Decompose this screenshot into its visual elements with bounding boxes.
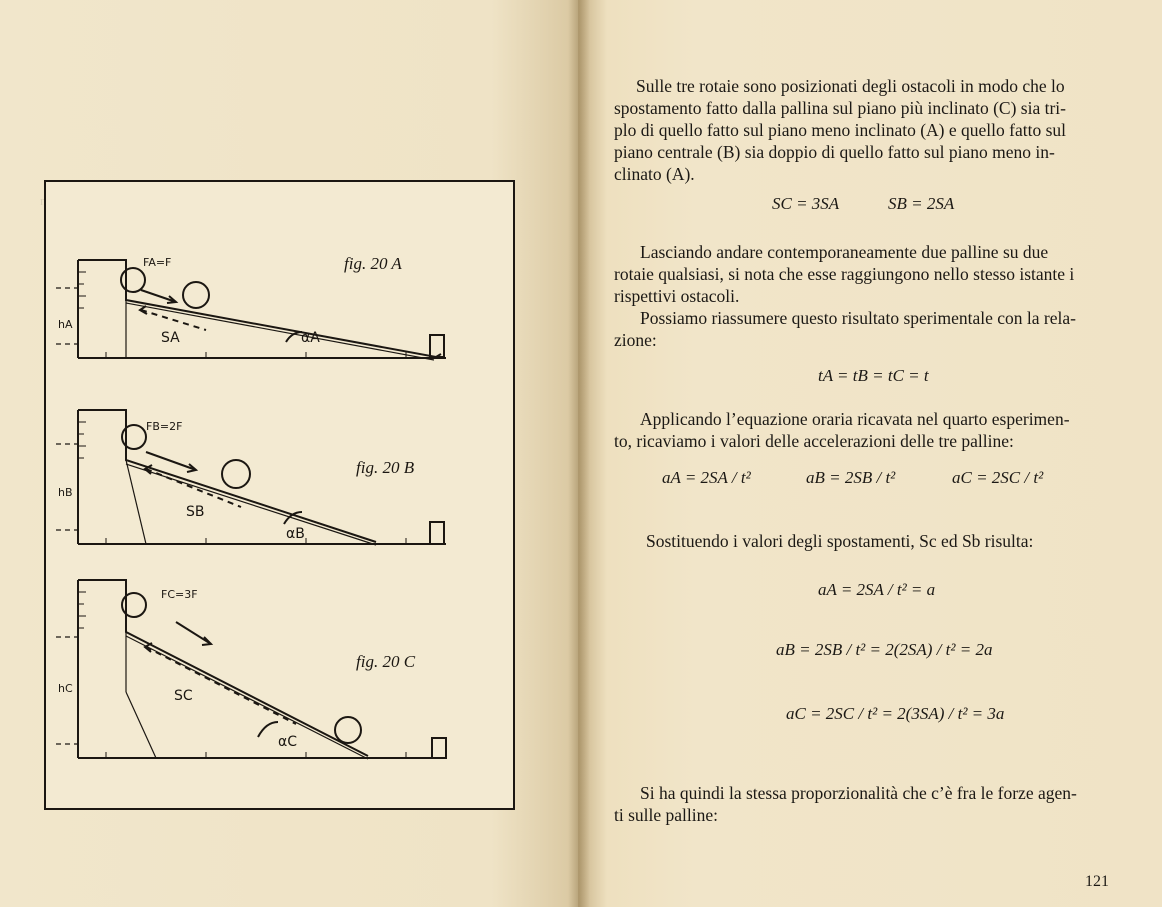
equation-aB-definition: aB = 2SB / t² bbox=[806, 468, 896, 487]
panel-b-force-label: FB=2F bbox=[146, 420, 183, 433]
panel-b-height-label: hB bbox=[58, 486, 73, 499]
panel-b-angle-label: αB bbox=[286, 526, 305, 542]
panel-b-distance-label: SB bbox=[186, 504, 205, 520]
page-number: 121 bbox=[1085, 873, 1109, 890]
panel-c-angle-label: αC bbox=[278, 734, 298, 750]
paragraph-obstacles-line-4: piano centrale (B) sia doppio di quello fatto sul piano meno in- bbox=[614, 142, 1055, 162]
paragraph-obstacles-line-1: Sulle tre rotaie sono posizionati degli ostacoli in modo che lo bbox=[636, 76, 1065, 96]
paragraph-obstacles bbox=[614, 75, 1102, 97]
paragraph-substitute: Sostituendo i valori degli spostamenti, Sc ed Sb risulta: bbox=[646, 531, 1034, 551]
inclined-planes-figure bbox=[44, 180, 515, 810]
paragraph-proportionality-line-2: ti sulle palline: bbox=[614, 805, 719, 825]
panel-c-force-label: FC=3F bbox=[161, 588, 198, 601]
equation-aA-definition: aA = 2SA / t² bbox=[662, 468, 751, 487]
panel-a-drawing bbox=[56, 260, 446, 360]
equation-aC-definition: aC = 2SC / t² bbox=[952, 468, 1044, 487]
equation-sc: SC = 3SA bbox=[772, 194, 840, 213]
equation-aA-result: aA = 2SA / t² = a bbox=[818, 580, 936, 599]
panel-c-distance-label: SC bbox=[174, 688, 193, 704]
paragraph-release-line-2: rotaie qualsiasi, si nota che esse raggiungono nello stesso istante i bbox=[614, 264, 1075, 284]
panel-a-angle-label: αA bbox=[301, 330, 320, 346]
paragraph-obstacles-line-2: spostamento fatto dalla pallina sul piano più inclinato (C) sia tri- bbox=[614, 98, 1066, 118]
panel-c-height-label: hC bbox=[58, 682, 73, 695]
paragraph-apply-line-1: Applicando l’equazione oraria ricavata nel quarto esperimen- bbox=[640, 409, 1070, 429]
equation-times: tA = tB = tC = t bbox=[818, 366, 929, 385]
paragraph-release-line-1: Lasciando andare contemporaneamente due palline su due bbox=[640, 242, 1049, 262]
paragraph-summary-line-2: zione: bbox=[614, 330, 657, 350]
panel-a-distance-label: SA bbox=[161, 330, 180, 346]
left-page bbox=[0, 0, 578, 907]
paragraph-proportionality-line-1: Si ha quindi la stessa proporzionalità che c’è fra le forze agen- bbox=[640, 783, 1077, 803]
paragraph-summary-line-1: Possiamo riassumere questo risultato sperimentale con la rela- bbox=[640, 308, 1076, 328]
panel-c-fig-label: fig. 20 C bbox=[356, 652, 416, 671]
equation-sb: SB = 2SA bbox=[888, 194, 955, 213]
panel-a-fig-label: fig. 20 A bbox=[344, 254, 402, 273]
paragraph-obstacles-line-3: plo di quello fatto sul piano meno inclinato (A) e quello fatto sul bbox=[614, 120, 1066, 140]
panel-a-force-label: FA=F bbox=[143, 256, 172, 269]
equation-aC-result: aC = 2SC / t² = 2(3SA) / t² = 3a bbox=[786, 704, 1005, 723]
equation-aB-result: aB = 2SB / t² = 2(2SA) / t² = 2a bbox=[776, 640, 993, 659]
paragraph-apply-line-2: to, ricaviamo i valori delle accelerazioni delle tre palline: bbox=[614, 431, 1014, 451]
panel-b-fig-label: fig. 20 B bbox=[356, 458, 415, 477]
panel-a-height-label: hA bbox=[58, 318, 73, 331]
book-spine-shadow bbox=[568, 0, 590, 907]
paragraph-release-line-3: rispettivi ostacoli. bbox=[614, 286, 740, 306]
paragraph-obstacles-line-5: clinato (A). bbox=[614, 164, 695, 184]
inclined-planes-drawing bbox=[46, 182, 513, 808]
